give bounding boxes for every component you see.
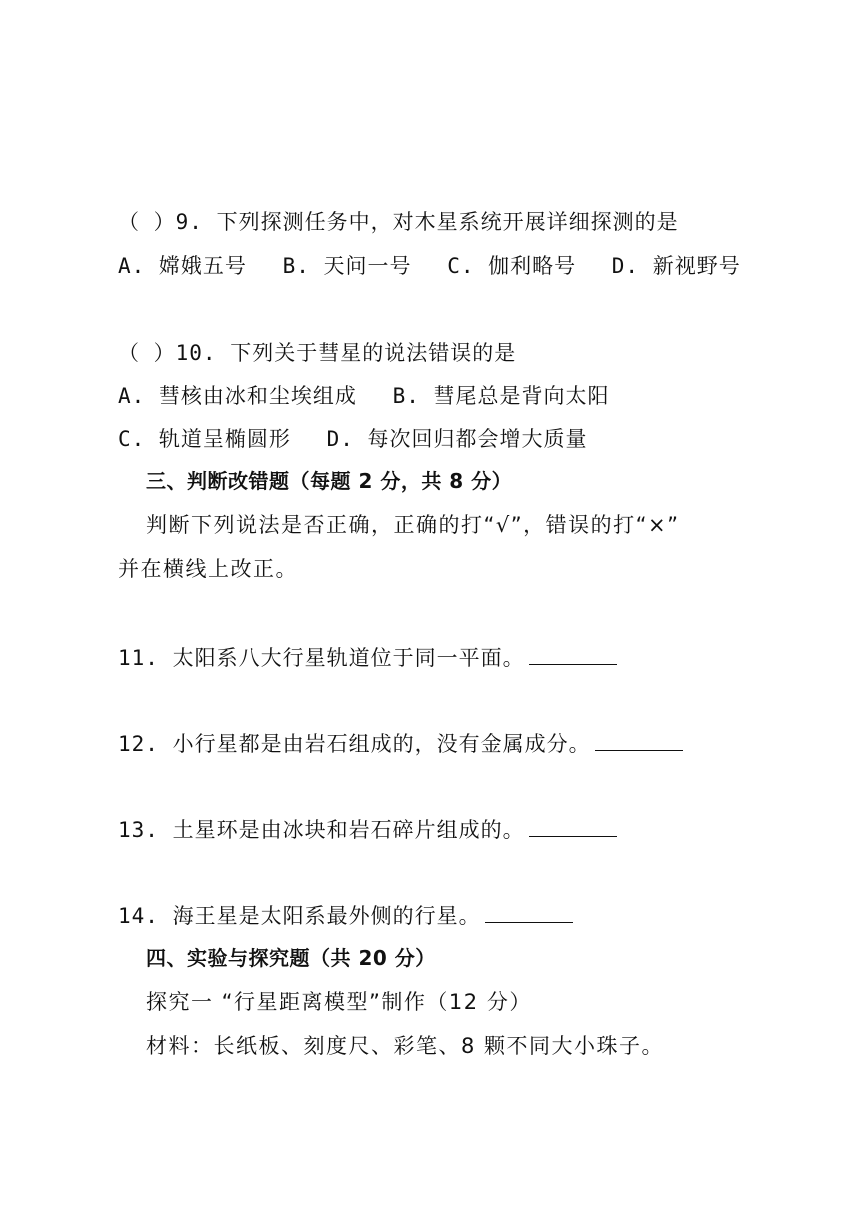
answer-blank[interactable] <box>485 902 573 923</box>
judgment-item-14 <box>118 902 573 930</box>
answer-blank[interactable] <box>529 816 617 837</box>
question-9-stem: （ ）9. 下列探测任务中，对木星系统开展详细探测的是 <box>118 210 679 234</box>
inquiry-1-title: 探究一 “行星距离模型”制作（12 分） <box>146 990 532 1014</box>
materials-line: 材料：长纸板、刻度尺、彩笔、8 颗不同大小珠子。 <box>146 1034 665 1058</box>
option-b: B. 天问一号 <box>282 254 412 278</box>
question-10-options-row1 <box>118 382 610 410</box>
judgment-item-13 <box>118 816 617 844</box>
section-3-title: 三、判断改错题（每题 2 分，共 8 分） <box>146 469 513 493</box>
question-10-options-row2 <box>118 425 588 453</box>
option-d: D. 新视野号 <box>611 254 741 278</box>
judgment-text: 12. 小行星都是由岩石组成的，没有金属成分。 <box>118 732 591 756</box>
judgment-item-11 <box>118 644 617 672</box>
judgment-text: 11. 太阳系八大行星轨道位于同一平面。 <box>118 646 525 670</box>
section-3-instruction-line1: 判断下列说法是否正确，正确的打“√”，错误的打“×” <box>146 513 680 537</box>
judgment-item-12 <box>118 730 683 758</box>
option-c: C. 伽利略号 <box>447 254 577 278</box>
judgment-text: 14. 海王星是太阳系最外侧的行星。 <box>118 904 481 928</box>
section-3-instruction-line2: 并在横线上改正。 <box>118 557 298 581</box>
judgment-text: 13. 土星环是由冰块和岩石碎片组成的。 <box>118 818 525 842</box>
option-a: A. 嫦娥五号 <box>118 254 247 278</box>
option-c: C. 轨道呈椭圆形 <box>118 427 291 451</box>
answer-blank[interactable] <box>595 730 683 751</box>
question-10-stem: （ ）10. 下列关于彗星的说法错误的是 <box>118 341 517 365</box>
option-d: D. 每次回归都会增大质量 <box>326 427 588 451</box>
section-4-title: 四、实验与探究题（共 20 分） <box>146 946 436 970</box>
answer-blank[interactable] <box>529 644 617 665</box>
question-9-options <box>118 252 741 280</box>
option-a: A. 彗核由冰和尘埃组成 <box>118 384 357 408</box>
option-b: B. 彗尾总是背向太阳 <box>392 384 610 408</box>
